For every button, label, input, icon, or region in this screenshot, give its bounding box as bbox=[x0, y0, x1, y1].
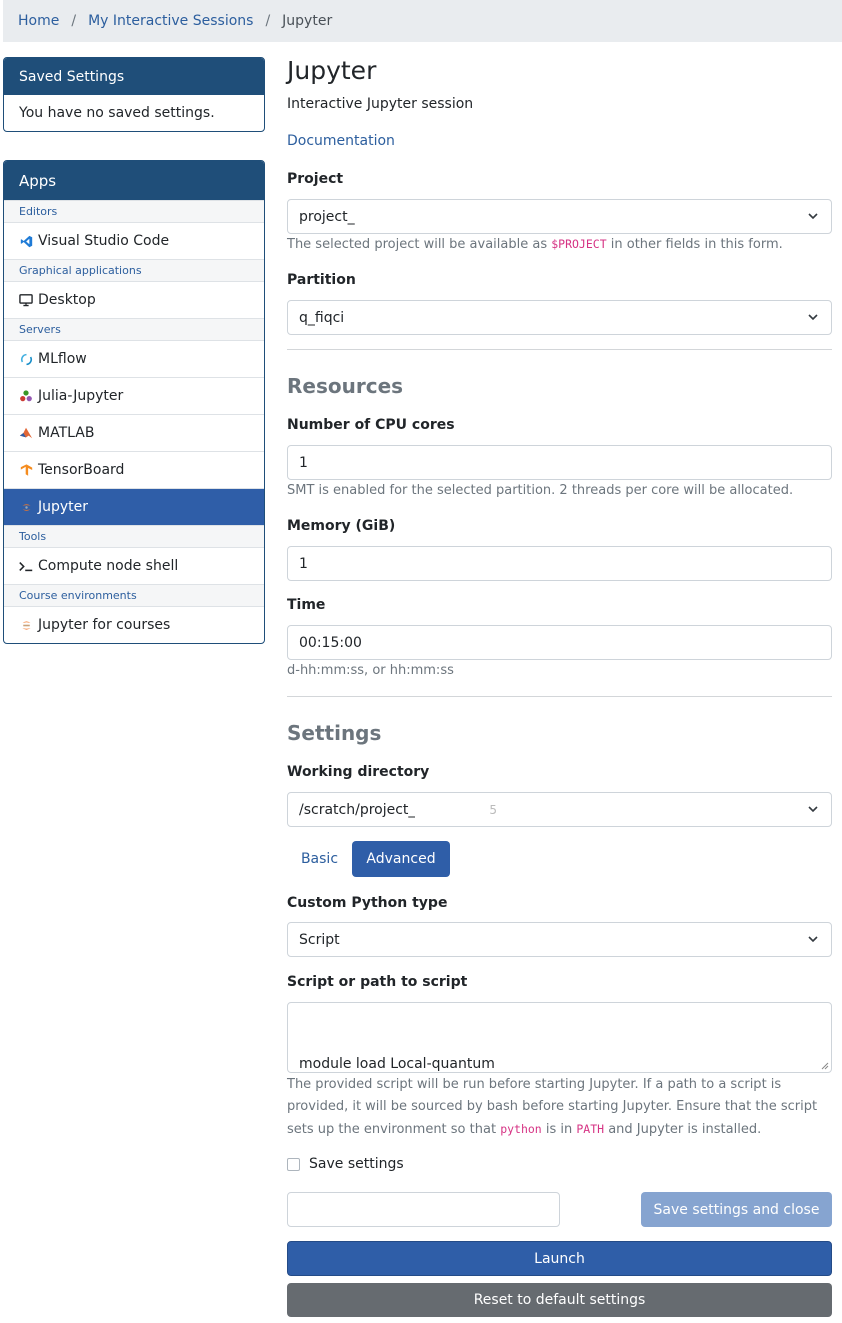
script-label: Script or path to script bbox=[287, 974, 468, 990]
app-item-tensorboard[interactable] bbox=[4, 451, 264, 488]
reset-defaults-button[interactable]: Reset to default settings bbox=[287, 1283, 832, 1317]
partition-value: q_fiqci bbox=[299, 309, 345, 326]
breadcrumb-current: Jupyter bbox=[282, 13, 333, 29]
group-label-editors: Editors bbox=[4, 200, 264, 222]
project-variable-code: $PROJECT bbox=[551, 237, 607, 251]
script-help-text: The provided script will be run before starting Jupyter. If a path to a script is provided, it will be sourced by bash before starting Jupyter. Ensure that the script sets up the environment so that bbox=[287, 1077, 818, 1137]
cpu-cores-input[interactable] bbox=[287, 445, 832, 480]
redacted-region bbox=[415, 802, 489, 818]
working-directory-value: /scratch/project_ bbox=[299, 801, 416, 818]
page-title: Jupyter bbox=[287, 56, 377, 85]
app-item-label: Desktop bbox=[38, 292, 96, 308]
save-settings-checkbox[interactable] bbox=[287, 1158, 300, 1171]
jupyter-icon bbox=[19, 500, 33, 514]
project-select[interactable] bbox=[287, 199, 832, 234]
time-help: d-hh:mm:ss, or hh:mm:ss bbox=[287, 663, 454, 678]
memory-input[interactable] bbox=[287, 546, 832, 581]
project-help-text: in other fields in this form. bbox=[606, 237, 783, 252]
group-label-course: Course environments bbox=[4, 584, 264, 606]
jupyter-course-icon bbox=[19, 618, 33, 632]
monitor-icon bbox=[19, 293, 33, 307]
app-item-label: Jupyter for courses bbox=[38, 617, 171, 633]
saved-settings-message: You have no saved settings. bbox=[19, 105, 215, 121]
divider bbox=[287, 696, 832, 697]
app-item-vscode[interactable] bbox=[4, 222, 264, 259]
app-item-label: MATLAB bbox=[38, 425, 95, 441]
partition-label: Partition bbox=[287, 272, 356, 288]
cpu-cores-help: SMT is enabled for the selected partition. 2 threads per core will be allocated. bbox=[287, 483, 794, 498]
app-item-desktop[interactable] bbox=[4, 281, 264, 318]
app-item-julia[interactable] bbox=[4, 377, 264, 414]
script-textarea[interactable] bbox=[287, 1002, 832, 1073]
tab-basic[interactable]: Basic bbox=[300, 851, 339, 867]
time-value: 00:15:00 bbox=[299, 634, 362, 651]
app-item-label: Jupyter bbox=[38, 499, 89, 515]
cpu-cores-value: 1 bbox=[299, 454, 308, 471]
save-settings-label: Save settings bbox=[309, 1156, 404, 1172]
app-item-compute-shell[interactable] bbox=[4, 547, 264, 584]
python-type-value: Script bbox=[299, 931, 340, 948]
saved-settings-card bbox=[3, 57, 265, 132]
chevron-down-icon bbox=[807, 311, 819, 323]
python-type-label: Custom Python type bbox=[287, 895, 448, 911]
app-item-jupyter-courses[interactable] bbox=[4, 606, 264, 643]
apps-header: Apps bbox=[4, 161, 264, 200]
app-item-jupyter[interactable] bbox=[4, 488, 264, 525]
project-help-text: The selected project will be available as bbox=[287, 237, 552, 252]
breadcrumb-sessions-link[interactable]: My Interactive Sessions bbox=[88, 13, 254, 29]
documentation-link[interactable]: Documentation bbox=[287, 133, 395, 149]
chevron-down-icon bbox=[807, 933, 819, 945]
resize-handle-icon[interactable] bbox=[820, 1061, 829, 1070]
settings-name-input[interactable] bbox=[287, 1192, 560, 1227]
memory-label: Memory (GiB) bbox=[287, 518, 396, 534]
breadcrumb-separator: / bbox=[265, 13, 271, 29]
partition-select[interactable] bbox=[287, 300, 832, 335]
script-help bbox=[287, 1074, 832, 1141]
path-code: PATH bbox=[576, 1122, 605, 1136]
save-settings-close-button[interactable]: Save settings and close bbox=[641, 1192, 832, 1227]
breadcrumb bbox=[3, 0, 842, 42]
matlab-icon bbox=[19, 426, 33, 440]
breadcrumb-separator: / bbox=[71, 13, 77, 29]
resources-heading: Resources bbox=[287, 374, 404, 398]
settings-heading: Settings bbox=[287, 721, 382, 745]
project-label: Project bbox=[287, 171, 344, 187]
group-label-servers: Servers bbox=[4, 318, 264, 340]
working-directory-select[interactable] bbox=[287, 792, 832, 827]
project-help bbox=[287, 233, 832, 256]
apps-card bbox=[3, 160, 265, 644]
working-directory-label: Working directory bbox=[287, 764, 430, 780]
time-label: Time bbox=[287, 597, 326, 613]
project-value: project_ bbox=[299, 208, 355, 225]
saved-settings-header: Saved Settings bbox=[4, 58, 264, 95]
app-item-label: Visual Studio Code bbox=[38, 233, 170, 249]
julia-icon bbox=[19, 389, 33, 403]
vscode-icon bbox=[19, 234, 33, 248]
group-label-tools: Tools bbox=[4, 525, 264, 547]
terminal-icon bbox=[19, 559, 33, 573]
script-help-text: and Jupyter is installed. bbox=[604, 1122, 762, 1137]
tensorboard-icon bbox=[19, 463, 33, 477]
divider bbox=[287, 349, 832, 350]
memory-value: 1 bbox=[299, 555, 308, 572]
chevron-down-icon bbox=[807, 803, 819, 815]
script-value: module load Local-quantum bbox=[299, 1056, 495, 1072]
launch-button[interactable]: Launch bbox=[287, 1241, 832, 1276]
tab-advanced[interactable]: Advanced bbox=[352, 841, 450, 877]
time-input[interactable] bbox=[287, 625, 832, 660]
app-item-label: TensorBoard bbox=[38, 462, 125, 478]
mlflow-icon bbox=[19, 352, 33, 366]
chevron-down-icon bbox=[807, 210, 819, 222]
redacted-region bbox=[355, 209, 655, 225]
python-type-select[interactable] bbox=[287, 922, 832, 957]
app-item-matlab[interactable] bbox=[4, 414, 264, 451]
app-item-label: Julia-Jupyter bbox=[38, 388, 124, 404]
page-subtitle: Interactive Jupyter session bbox=[287, 96, 474, 112]
cpu-cores-label: Number of CPU cores bbox=[287, 417, 455, 433]
python-code: python bbox=[500, 1122, 542, 1136]
script-help-text: is in bbox=[541, 1122, 577, 1137]
breadcrumb-home-link[interactable]: Home bbox=[18, 13, 60, 29]
app-item-label: Compute node shell bbox=[38, 558, 179, 574]
app-item-label: MLflow bbox=[38, 351, 87, 367]
app-item-mlflow[interactable] bbox=[4, 340, 264, 377]
working-directory-tail: 5 bbox=[489, 802, 498, 817]
save-settings-row bbox=[287, 1156, 404, 1172]
group-label-graphical: Graphical applications bbox=[4, 259, 264, 281]
